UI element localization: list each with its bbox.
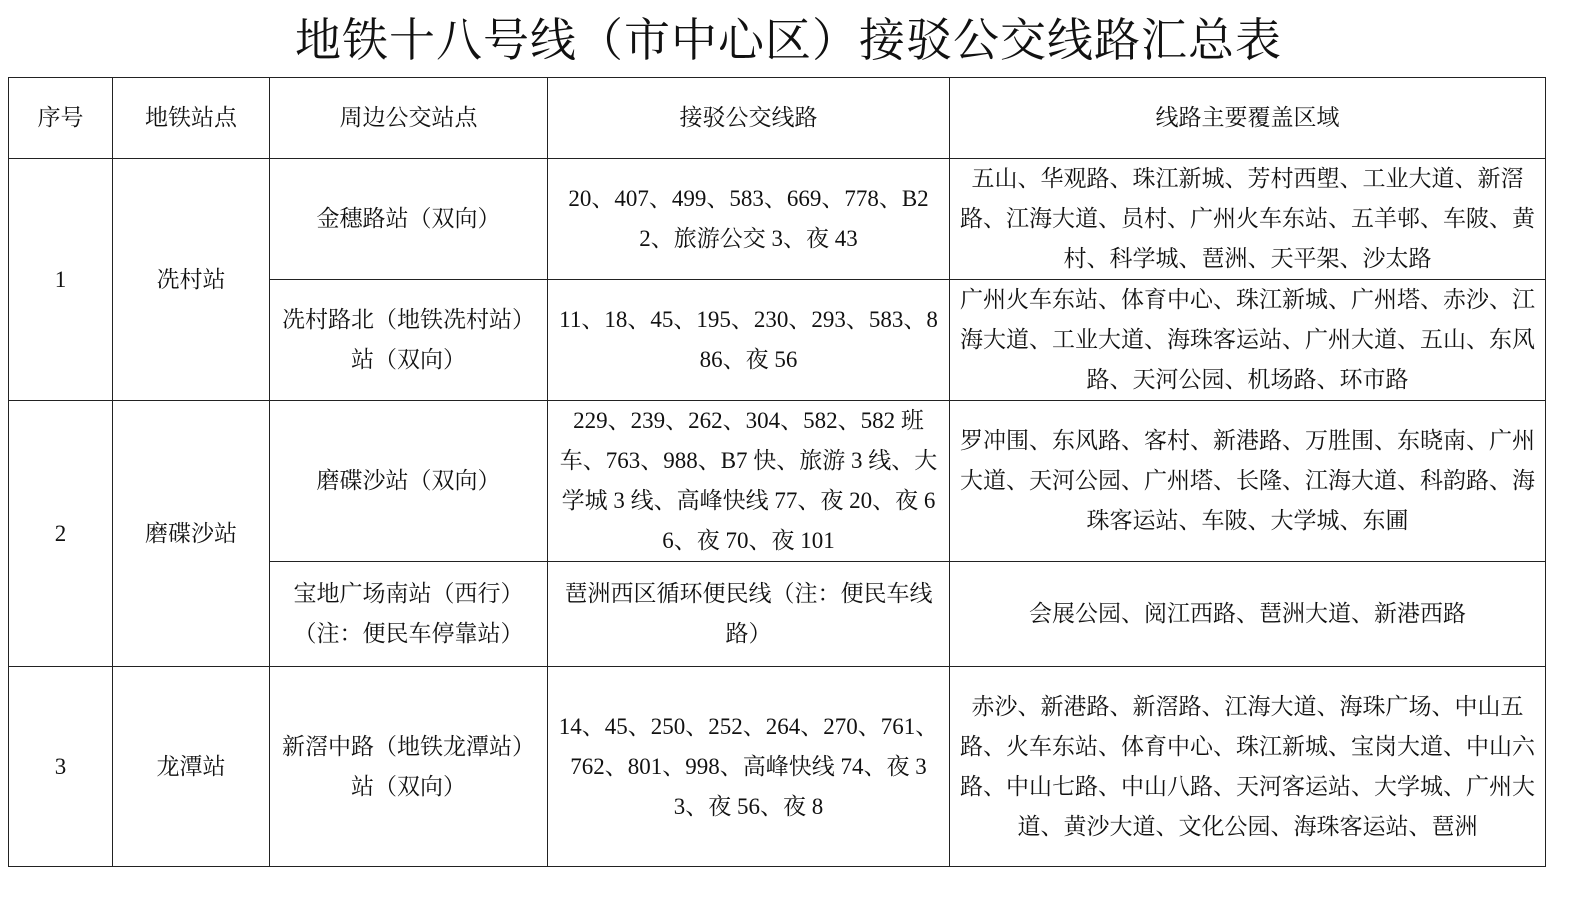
- header-seq: 序号: [9, 78, 113, 159]
- cell-area: 会展公园、阅江西路、琶洲大道、新港西路: [950, 562, 1546, 667]
- cell-bus-stop: 宝地广场南站（西行）（注：便民车停靠站）: [270, 562, 548, 667]
- cell-seq: 3: [9, 667, 113, 867]
- header-bus-stop: 周边公交站点: [270, 78, 548, 159]
- cell-station: 磨碟沙站: [113, 401, 270, 667]
- cell-area: 广州火车东站、体育中心、珠江新城、广州塔、赤沙、江海大道、工业大道、海珠客运站、广州大道、五山、东风路、天河公园、机场路、环市路: [950, 280, 1546, 401]
- cell-routes: 14、45、250、252、264、270、761、762、801、998、高峰快线 74、夜 33、夜 56、夜 8: [548, 667, 950, 867]
- cell-bus-stop: 新滘中路（地铁龙潭站）站（双向）: [270, 667, 548, 867]
- cell-seq: 1: [9, 159, 113, 401]
- cell-station: 龙潭站: [113, 667, 270, 867]
- document-title: 地铁十八号线（市中心区）接驳公交线路汇总表: [295, 13, 1282, 67]
- table-row: [9, 667, 1546, 867]
- header-routes: 接驳公交线路: [548, 78, 950, 159]
- table-row: [9, 401, 1546, 562]
- cell-bus-stop: 冼村路北（地铁冼村站）站（双向）: [270, 280, 548, 401]
- table-header-row: [9, 78, 1546, 159]
- cell-bus-stop: 金穗路站（双向）: [270, 159, 548, 280]
- cell-routes: 琶洲西区循环便民线（注：便民车线路）: [548, 562, 950, 667]
- cell-station: 冼村站: [113, 159, 270, 401]
- cell-routes: 20、407、499、583、669、778、B22、旅游公交 3、夜 43: [548, 159, 950, 280]
- bus-route-table: [8, 77, 1546, 867]
- cell-routes: 11、18、45、195、230、293、583、886、夜 56: [548, 280, 950, 401]
- cell-area: 罗冲围、东风路、客村、新港路、万胜围、东晓南、广州大道、天河公园、广州塔、长隆、江海大道、科韵路、海珠客运站、车陂、大学城、东圃: [950, 401, 1546, 562]
- cell-seq: 2: [9, 401, 113, 667]
- cell-area: 五山、华观路、珠江新城、芳村西塱、工业大道、新滘路、江海大道、员村、广州火车东站、五羊邨、车陂、黄村、科学城、琶洲、天平架、沙太路: [950, 159, 1546, 280]
- header-station: 地铁站点: [113, 78, 270, 159]
- table-row: [9, 159, 1546, 280]
- header-area: 线路主要覆盖区域: [950, 78, 1546, 159]
- cell-routes: 229、239、262、304、582、582 班车、763、988、B7 快、旅游 3 线、大学城 3 线、高峰快线 77、夜 20、夜 66、夜 70、夜 101: [548, 401, 950, 562]
- cell-area: 赤沙、新港路、新滘路、江海大道、海珠广场、中山五路、火车东站、体育中心、珠江新城、宝岗大道、中山六路、中山七路、中山八路、天河客运站、大学城、广州大道、黄沙大道、文化公园、海珠客运站、琶洲: [950, 667, 1546, 867]
- cell-bus-stop: 磨碟沙站（双向）: [270, 401, 548, 562]
